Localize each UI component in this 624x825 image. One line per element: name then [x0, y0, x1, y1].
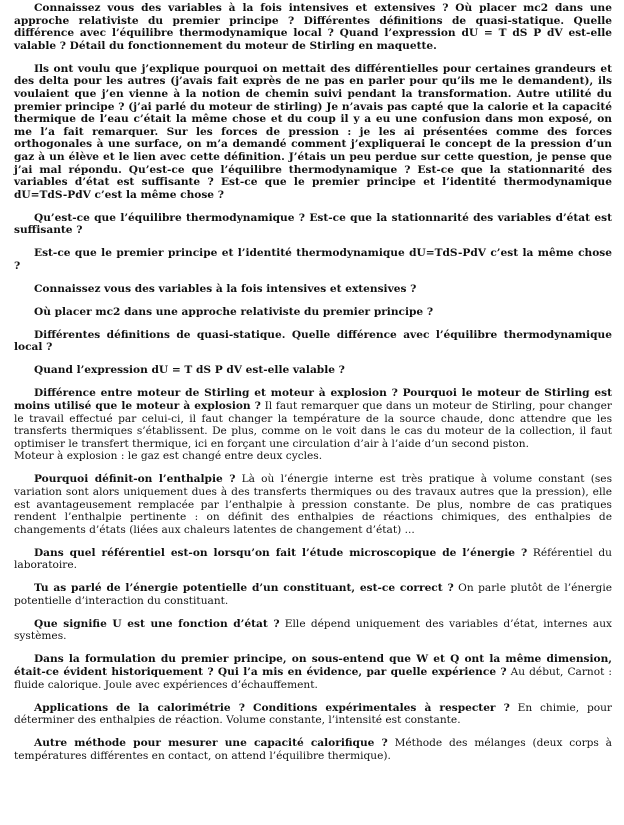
question-text: Applications de la calorimétrie ? Conditions expérimentales à respecter ? — [34, 701, 510, 714]
paragraph-4 — [14, 247, 612, 272]
answer-text: Référentiel du laboratoire. — [14, 546, 612, 572]
question-text: Ils ont voulu que j’explique pourquoi on mettait des différentielles pour certaines grandeurs et des delta pour les autres (j’avais fait exprès de ne pas en parler pour qu’ils me le demandent), ils voulaient que j’en vienne à la notion de chemin suivi pendant la transformation. Autre utilité du premier principe ? (j’ai parlé du moteur de stirling) Je n’avais pas capté que la calorie et la capacité thermique de l’eau c’était la même chose et du coup il y a eu une confusion dans mon exposé, on me l’a fait remarquer. Sur les forces de pression : je les ai présentées comme des forces orthogonales à une surface, on m’a demandé comment j’expliquerai le concept de la pression d’un gaz à un élève et le lien avec cette définition. J’étais un peu perdue sur cette question, je pense que j’ai mal répondu. Qu’est-ce que l’équilibre thermodynamique ? Est-ce que la stationnarité des variables d’état est suffisante ? Est-ce que le premier principe et l’identité thermodynamique dU=TdS-PdV c’est la même chose ? — [14, 62, 612, 201]
question-text: Connaissez vous des variables à la fois intensives et extensives ? Où placer mc2 dans une approche relativiste du premier principe ? Différentes définitions de quasi-statique. Quelle différence avec l’équilibre thermodynamique local ? Quand l’expression dU = T dS P dV est-elle valable ? Détail du fonctionnement du moteur de Stirling en maquette. — [14, 2, 612, 52]
question-text: Qu’est-ce que l’équilibre thermodynamique ? Est-ce que la stationnarité des variables d’état est suffisante ? — [14, 211, 612, 237]
paragraph-10 — [14, 450, 612, 463]
question-text: Que signifie U est une fonction d’état ? — [34, 617, 280, 630]
question-text: Quand l’expression dU = T dS P dV est-elle valable ? — [34, 364, 345, 377]
paragraph-7 — [14, 329, 612, 354]
question-text: Pourquoi définit-on l’enthalpie ? — [34, 473, 236, 486]
answer-text: Au début, Carnot : fluide calorique. Joule avec expériences d’échauffement. — [14, 666, 612, 691]
question-text: Où placer mc2 dans une approche relativiste du premier principe ? — [34, 305, 434, 318]
question-text: Autre méthode pour mesurer une capacité calorifique ? — [34, 737, 388, 750]
answer-text: Là où l’énergie interne est très pratique à volume constant (ses variation sont alors uniquement dues à des transferts thermiques ou des travaux autres que la pression), elle est avantageusement remplacée par l’enthalpie à pression constante. De plus, nombre de cas pratiques rendent l’enthalpie pertinente : on définit des enthalpies de réactions chimiques, des enthalpies de changements d’états (liées aux chaleurs latentes de changement d’état) ... — [14, 473, 613, 536]
paragraph-17 — [14, 737, 612, 762]
question-text: Dans la formulation du premier principe, on sous-entend que W et Q ont la même dimension, était-ce évident historiquement ? Qui l’a mis en évidence, par quelle expérience ? — [14, 653, 612, 679]
answer-text: Il faut remarquer que dans un moteur de Stirling, pour changer le travail effectué par celui-ci, il faut changer la température de la source chaude, donc attendre que les transferts thermiques s’établissent. De plus, comme on le voit dans le cas du moteur de la collection, il faut optimiser le transfert thermique, ici en forçant une circulation d’air à l’aide d’un second piston. — [14, 399, 612, 450]
paragraph-9 — [14, 387, 612, 450]
paragraph-11 — [14, 473, 612, 536]
answer-text: Elle dépend uniquement des variables d’état, internes aux systèmes. — [14, 617, 612, 643]
paragraph-15 — [14, 653, 612, 691]
paragraph-6 — [14, 306, 612, 319]
question-text: Connaissez vous des variables à la fois intensives et extensives ? — [34, 282, 417, 295]
paragraph-14 — [14, 618, 612, 643]
question-text: Dans quel référentiel est-on lorsqu’on fait l’étude microscopique de l’énergie ? — [34, 546, 528, 559]
answer-text: On parle plutôt de l’énergie potentielle d’interaction du constituant. — [14, 582, 612, 607]
question-text: Tu as parlé de l’énergie potentielle d’un constituant, est-ce correct ? — [34, 582, 454, 595]
question-text: Différentes définitions de quasi-statique. Quelle différence avec l’équilibre thermodynamique local ? — [14, 328, 612, 354]
question-text: Est-ce que le premier principe et l’identité thermodynamique dU=TdS-PdV c’est la même chose ? — [14, 247, 612, 272]
answer-text: En chimie, pour déterminer des enthalpies de réaction. Volume constante, l’intensité est constante. — [14, 701, 612, 727]
answer-text: Méthode des mélanges (deux corps à températures différentes en contact, on attend l’équilibre thermique). — [14, 737, 612, 762]
paragraph-5 — [14, 283, 612, 296]
paragraph-16 — [14, 702, 612, 727]
paragraph-1 — [14, 2, 612, 52]
answer-text: Moteur à explosion : le gaz est changé entre deux cycles. — [14, 450, 323, 463]
paragraph-8 — [14, 364, 612, 377]
paragraph-12 — [14, 547, 612, 572]
paragraph-2 — [14, 63, 612, 202]
paragraph-3 — [14, 212, 612, 237]
question-text: Différence entre moteur de Stirling et moteur à explosion ? Pourquoi le moteur de Stirling est moins utilisé que le moteur à explosion ? — [14, 387, 612, 412]
paragraph-13 — [14, 582, 612, 607]
